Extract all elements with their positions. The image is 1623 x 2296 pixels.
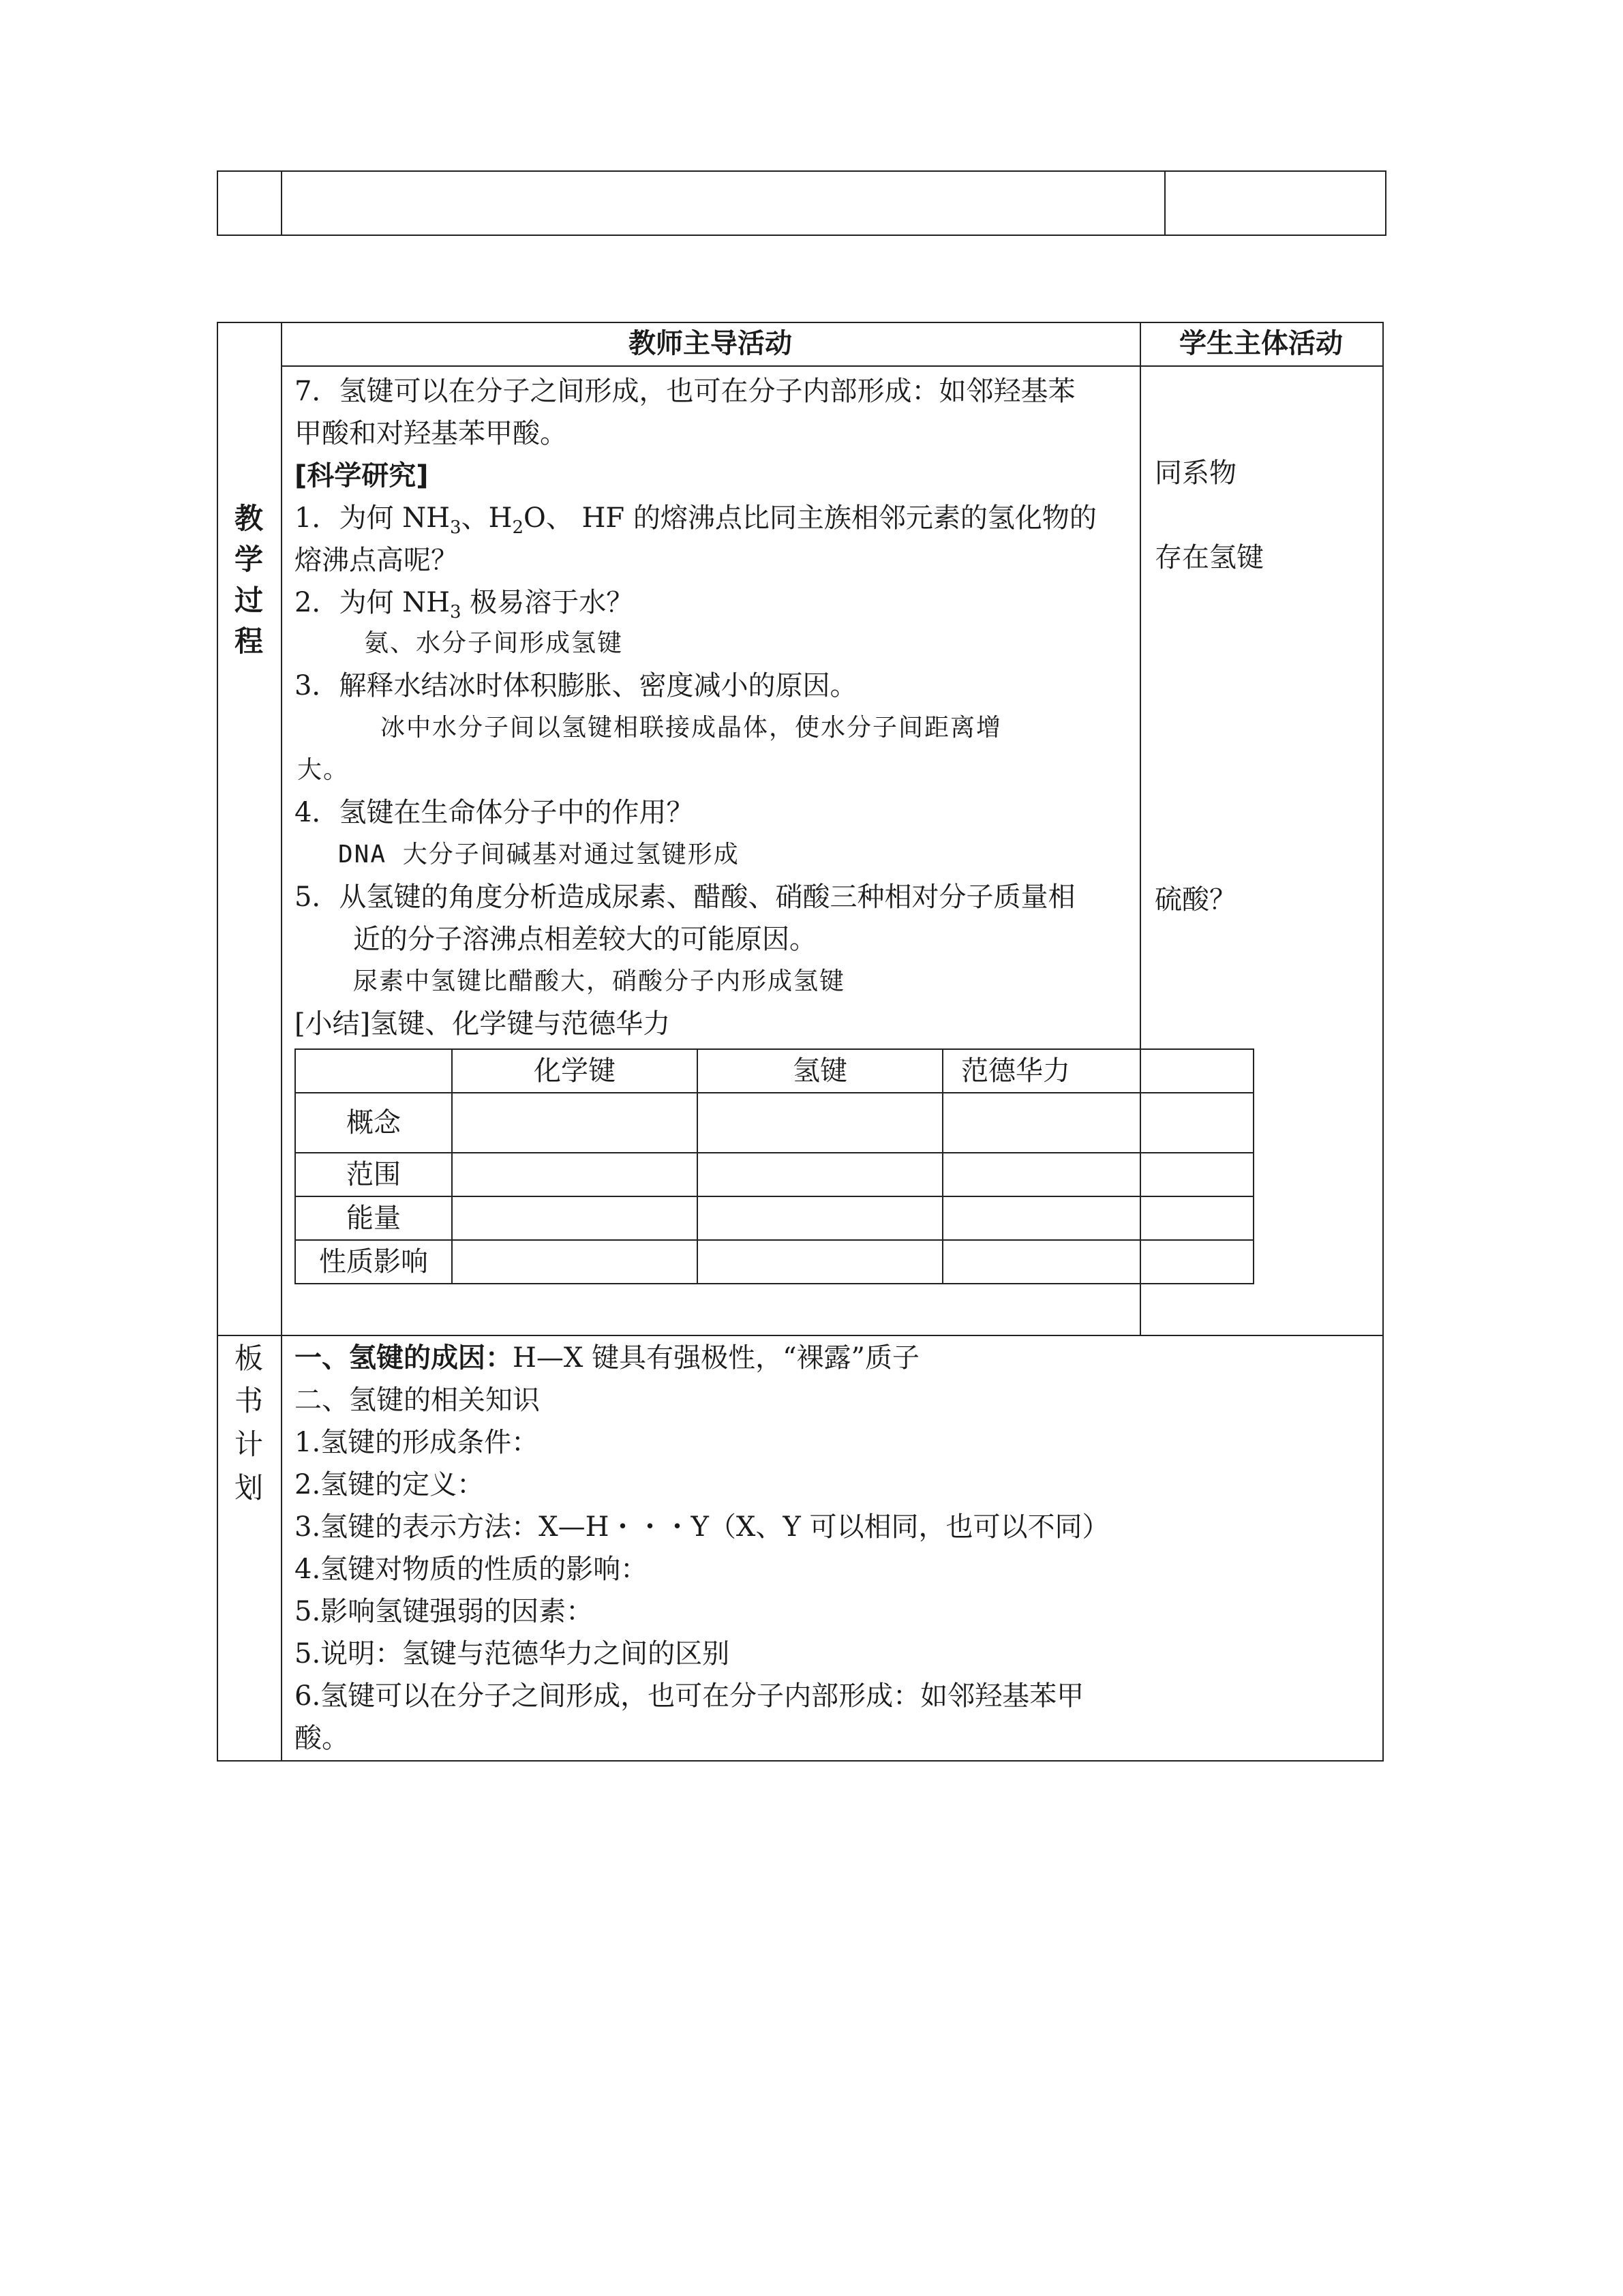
table-header-chemical-bond: 化学键 xyxy=(534,1055,616,1087)
student-note-sulfuric-acid: 硫酸？ xyxy=(1155,884,1237,916)
science-research-heading: [科学研究] xyxy=(294,460,429,492)
answer-3-line-b: 大。 xyxy=(297,756,350,784)
item-7-line-b: 甲酸和对羟基苯甲酸。 xyxy=(294,418,567,449)
answer-2: 氨、水分子间形成氢键 xyxy=(364,629,624,657)
student-activity-heading: 学生主体活动 xyxy=(1179,328,1343,359)
question-2: 2．为何 $NH_3$ 极易溶于水？ xyxy=(294,587,634,622)
question-4: 4．氢键在生命体分子中的作用？ xyxy=(294,797,694,828)
student-note-hydrogen-bond: 存在氢键 xyxy=(1155,542,1264,573)
board-heading-2: 二、氢键的相关知识 xyxy=(294,1385,540,1416)
question-1-line-a: 1．为何 $NH_3$、$H_2O$、 HF 的熔沸点比同主族相邻元素的氢化物的 xyxy=(294,502,1097,538)
table-row-concept: 概念 xyxy=(346,1107,401,1138)
answer-3-line-a: 冰中水分子间以氢键相联接成晶体，使水分子间距离增 xyxy=(380,714,1003,742)
table-row-energy: 能量 xyxy=(346,1203,401,1234)
question-1-line-b: 熔沸点高呢？ xyxy=(294,545,458,576)
board-point-2: 2.氢键的定义： xyxy=(294,1469,485,1500)
board-point-3: 3.氢键的表示方法：X—H・・・Y（X、Y 可以相同，也可以不同） xyxy=(294,1511,1110,1543)
board-point-6-line-b: 酸。 xyxy=(294,1723,349,1754)
table-header-van-der-waals: 范德华力 xyxy=(961,1055,1070,1087)
answer-5: 尿素中氢键比醋酸大，硝酸分子内形成氢键 xyxy=(353,967,846,995)
table-header-hydrogen-bond: 氢键 xyxy=(793,1055,847,1087)
student-note-homologue: 同系物 xyxy=(1155,457,1237,489)
board-point-4: 4.氢键对物质的性质的影响： xyxy=(294,1554,648,1585)
board-point-5-note: 5.说明：氢键与范德华力之间的区别 xyxy=(294,1638,730,1670)
question-5-line-b: 近的分子溶沸点相差较大的可能原因。 xyxy=(353,924,817,955)
board-point-1: 1.氢键的形成条件： xyxy=(294,1427,539,1458)
table-row-property-effect: 性质影响 xyxy=(319,1246,428,1278)
board-heading-1: 一、氢键的成因：H—X 键具有强极性，“裸露”质子 xyxy=(294,1342,920,1374)
board-point-6-line-a: 6.氢键可以在分子之间形成，也可在分子内部形成：如邻羟基苯甲 xyxy=(294,1680,1084,1712)
answer-4: DNA 大分子间碱基对通过氢键形成 xyxy=(338,841,740,868)
item-7-line-a: 7．氢键可以在分子之间形成，也可在分子内部形成：如邻羟基苯 xyxy=(294,376,1076,407)
question-5-line-a: 5．从氢键的角度分析造成尿素、醋酸、硝酸三种相对分子质量相 xyxy=(294,881,1076,913)
summary-heading: [小结]氢键、化学键与范德华力 xyxy=(294,1008,671,1040)
table-row-scope: 范围 xyxy=(346,1159,401,1190)
question-3: 3．解释水结冰时体积膨胀、密度减小的原因。 xyxy=(294,670,858,701)
board-point-5: 5.影响氢键强弱的因素： xyxy=(294,1596,594,1627)
teacher-activity-heading: 教师主导活动 xyxy=(628,328,792,359)
